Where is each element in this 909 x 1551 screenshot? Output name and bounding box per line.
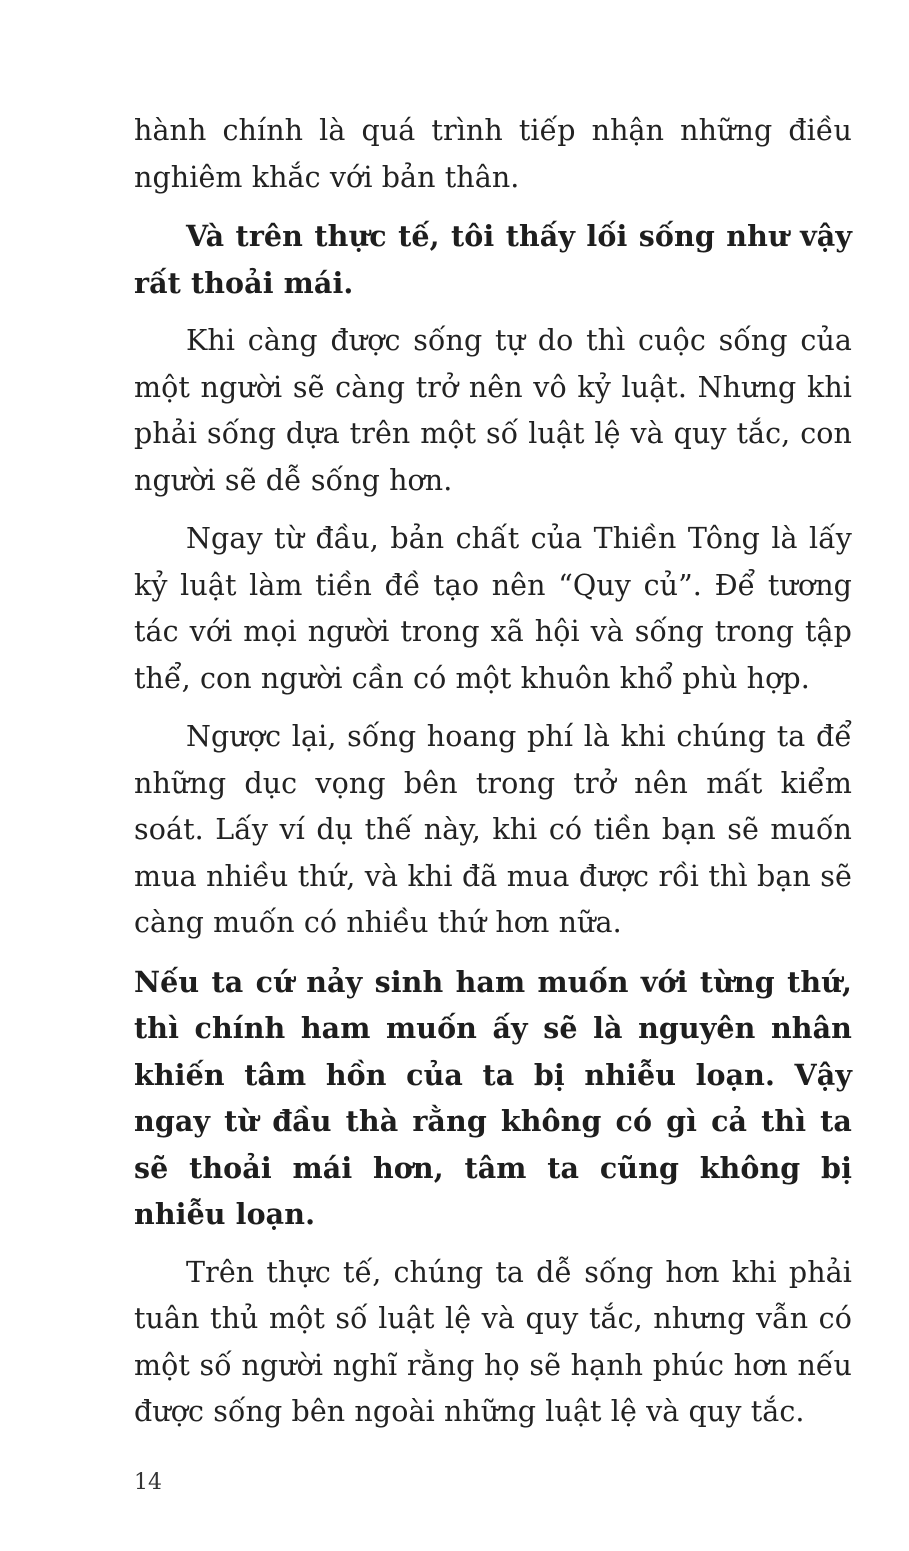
paragraph-2-bold: Và trên thực tế, tôi thấy lối sống như vậy rất thoải mái.	[134, 219, 852, 300]
paragraph-6-bold: Nếu ta cứ nảy sinh ham muốn với từng thứ, thì chính ham muốn ấy sẽ là nguyên nhân khiến tâm hồn của ta bị nhiễu loạn. Vậy ngay từ đầu thà rằng không có gì cả thì ta sẽ thoải mái hơn, tâm ta cũng không bị nhiễu loạn.	[134, 964, 852, 1231]
paragraph-5: Ngược lại, sống hoang phí là khi chúng ta để những dục vọng bên trong trở nên mất kiểm soát. Lấy ví dụ thế này, khi có tiền bạn sẽ muốn mua nhiều thứ, và khi đã mua được rồi thì bạn sẽ càng muốn có nhiều thứ hơn nữa.	[134, 720, 852, 939]
paragraph-4: Ngay từ đầu, bản chất của Thiền Tông là lấy kỷ luật làm tiền đề tạo nên “Quy củ”. Để tương tác với mọi người trong xã hội và sống trong tập thể, con người cần có một khuôn khổ phù hợp.	[134, 522, 852, 695]
paragraph-1: hành chính là quá trình tiếp nhận những điều nghiêm khắc với bản thân.	[134, 114, 852, 194]
paragraph-3: Khi càng được sống tự do thì cuộc sống của một người sẽ càng trở nên vô kỷ luật. Nhưng khi phải sống dựa trên một số luật lệ và quy tắc, con người sẽ dễ sống hơn.	[134, 324, 852, 497]
page-number: 14	[134, 1470, 162, 1495]
body-text	[134, 108, 852, 1448]
paragraph-7: Trên thực tế, chúng ta dễ sống hơn khi phải tuân thủ một số luật lệ và quy tắc, nhưng vẫn có một số người nghĩ rằng họ sẽ hạnh phúc hơn nếu được sống bên ngoài những luật lệ và quy tắc.	[134, 1255, 852, 1428]
